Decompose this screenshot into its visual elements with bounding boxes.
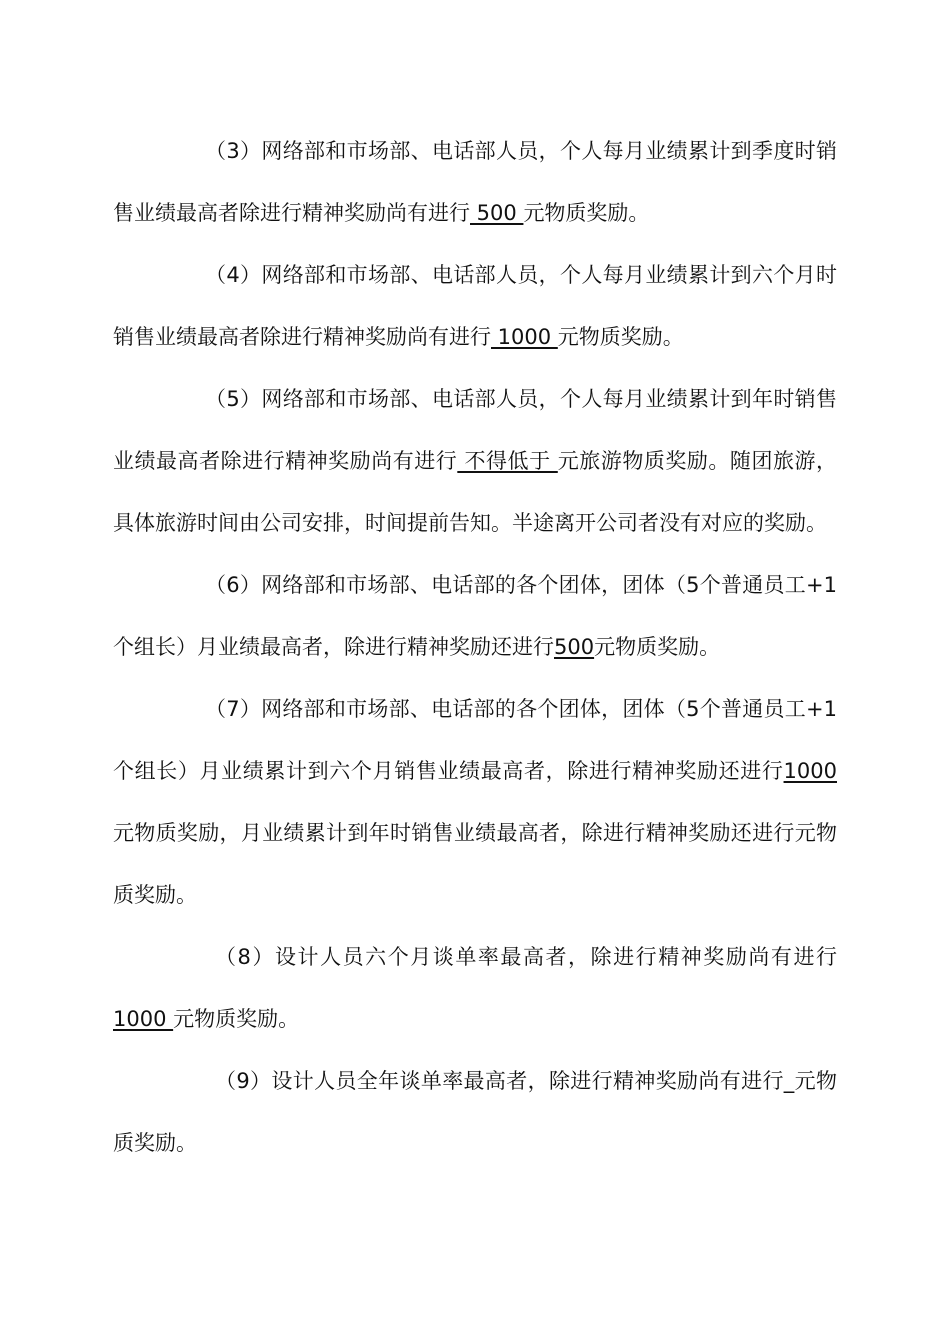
paragraph-item-5 [113,368,837,554]
paragraph-item-6 [113,554,837,678]
paragraph-text: 元旅游物质奖励。随团旅游，具体旅游时间由公司安排，时间提前告知。半途离开公司者没有对应的奖励。 [113,449,838,535]
amount-underlined: 1000 [783,759,837,783]
paragraph-text: （8）设计人员六个月谈单率最高者，除进行精神奖励尚有进行 [215,945,837,969]
paragraph-text: 元物质奖励。 [173,1007,300,1031]
paragraph-text: （9）设计人员全年谈单率最高者，除进行精神奖励尚有进行_元物质奖励。 [113,1069,837,1155]
amount-underlined: 不得低于 [457,449,558,473]
amount-underlined: 1000 [113,1007,174,1031]
paragraph-text: 元物质奖励。 [523,201,650,225]
paragraph-item-9 [113,1050,837,1174]
paragraph-text: （5）网络部和市场部、电话部人员，个人每月业绩累计到年时销售业绩最高者除进行精神奖励尚有进行 [113,387,837,473]
paragraph-item-7 [113,678,837,926]
document-body [113,120,837,1174]
paragraph-text: （4）网络部和市场部、电话部人员，个人每月业绩累计到六个月时销售业绩最高者除进行精神奖励尚有进行 [113,263,837,349]
amount-underlined: 500 [554,635,595,659]
paragraph-item-3 [113,120,837,244]
paragraph-text: （3）网络部和市场部、电话部人员，个人每月业绩累计到季度时销售业绩最高者除进行精神奖励尚有进行 [113,139,837,225]
paragraph-text: 元物质奖励。 [594,635,721,659]
paragraph-item-4 [113,244,837,368]
amount-underlined: 500 [470,201,524,225]
paragraph-text: （7）网络部和市场部、电话部的各个团体，团体（5个普通员工+1个组长）月业绩累计到六个月销售业绩最高者，除进行精神奖励还进行 [113,697,837,783]
paragraph-item-8 [113,926,837,1050]
paragraph-text: 元物质奖励，月业绩累计到年时销售业绩最高者，除进行精神奖励还进行元物质奖励。 [113,821,837,907]
amount-underlined: 1000 [491,325,558,349]
paragraph-text: 元物质奖励。 [557,325,684,349]
paragraph-text: （6）网络部和市场部、电话部的各个团体，团体（5个普通员工+1个组长）月业绩最高者，除进行精神奖励还进行 [113,573,837,659]
